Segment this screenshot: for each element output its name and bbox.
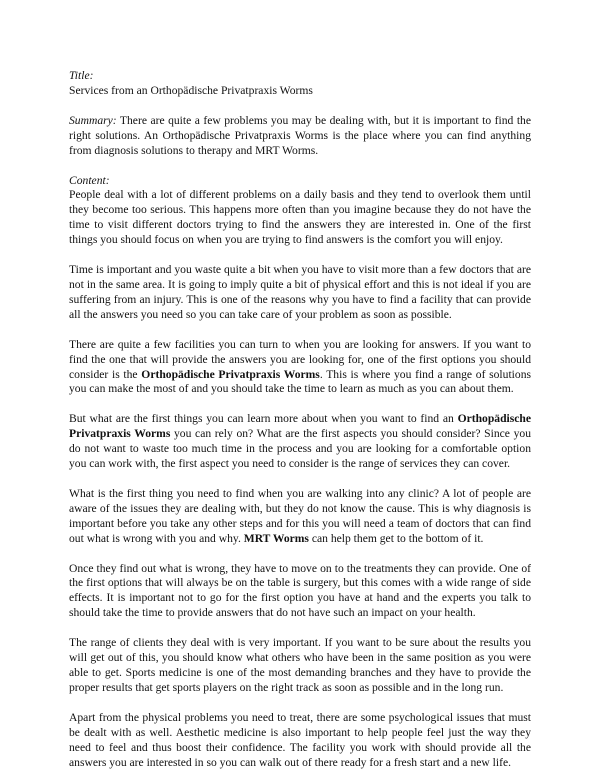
content-paragraph-3 bbox=[69, 338, 531, 398]
content-section bbox=[69, 174, 531, 249]
content-paragraph-2: Time is important and you waste quite a bit when you have to visit more than a few doctors that are not in the same area. It is going to imply quite a bit of physical effort and this is not ideal if you are suffering from an injury. This is one of the reasons why you have to find a facility that can provide all the answers you need so you can take care of your problem as soon as possible. bbox=[69, 263, 531, 321]
content-paragraph-7: The range of clients they deal with is very important. If you want to be sure about the results you will get out of this, you should know what others who have been in the same position as you were able to get. Sports medicine is one of the most demanding branches and they have to provide the proper results that get sports players on the right track as soon as possible and in the long run. bbox=[69, 636, 531, 694]
bold-keyword: MRT Worms bbox=[243, 531, 309, 545]
bold-keyword: Orthopädische Privatpraxis Worms bbox=[69, 412, 531, 441]
bold-keyword: Orthopädische Privatpraxis Worms bbox=[141, 367, 320, 381]
paragraph-text: can help them get to the bottom of it. bbox=[308, 531, 484, 545]
content-paragraph-1: People deal with a lot of different problems on a daily basis and they tend to overlook them until they become too serious. This happens more often than you imagine because they do not have the time to visit different doctors trying to find the answers they are interested in. One of the first things you should focus on when you are trying to find answers is the comfort you will enjoy. bbox=[69, 188, 531, 247]
content-paragraph-5 bbox=[69, 487, 531, 547]
document-title: Services from an Orthopädische Privatpraxis Worms bbox=[69, 83, 313, 97]
content-paragraph-6: Once they find out what is wrong, they have to move on to the treatments they can provide. One of the first options that will always be on the table is surgery, but this comes with a wide range of side effects. It is important not to go for the first option you have at hand and the experts you talk to should take the time to provide answers that do not have such an impact on your health. bbox=[69, 561, 531, 620]
content-label: Content: bbox=[69, 173, 110, 187]
title-section bbox=[69, 69, 531, 99]
summary-text: There are quite a few problems you may be dealing with, but it is important to find the right solutions. An Orthopädische Privatpraxis Worms is the place where you can find anything from diagnosis solutions to therapy and MRT Worms. bbox=[69, 113, 531, 157]
content-paragraph-4 bbox=[69, 412, 531, 472]
title-label: Title: bbox=[69, 69, 94, 82]
paragraph-text: What is the first thing you need to find when you are walking into any clinic? A lot of people are aware of the issues they are dealing with, but they do not know the cause. This is why diagnosis is important before you take any other steps and for this you will need a team of doctors that can find out what is wrong with you and why. bbox=[69, 486, 531, 545]
paragraph-text: . This is where you find a range of solutions you can make the most of and you should take the time to learn as much as you can about them. bbox=[69, 367, 532, 396]
content-paragraph-8: Apart from the physical problems you need to treat, there are some psychological issues that must be dealt with as well. Aesthetic medicine is also important to help people feel just the way they need to feel and thus boost their confidence. The facility you work with should provide all the answers you are interested in so you can walk out of there ready for a fresh start and a new life. bbox=[69, 710, 531, 769]
paragraph-text: But what are the first things you can learn more about when you want to find an bbox=[69, 412, 458, 426]
paragraph-text: There are quite a few facilities you can turn to when you are looking for answers. If you want to find the one that will provide the answers you are looking for, one of the first options you should consider is the bbox=[69, 337, 531, 381]
summary-label: Summary: bbox=[69, 113, 117, 127]
paragraph-text: you can rely on? What are the first aspects you should consider? Since you do not want to waste too much time in the process and you are looking for a comfortable option you can work with, the first aspect you need to consider is the range of services they can cover. bbox=[69, 427, 531, 471]
summary-section bbox=[69, 114, 531, 159]
document-page bbox=[69, 69, 531, 770]
